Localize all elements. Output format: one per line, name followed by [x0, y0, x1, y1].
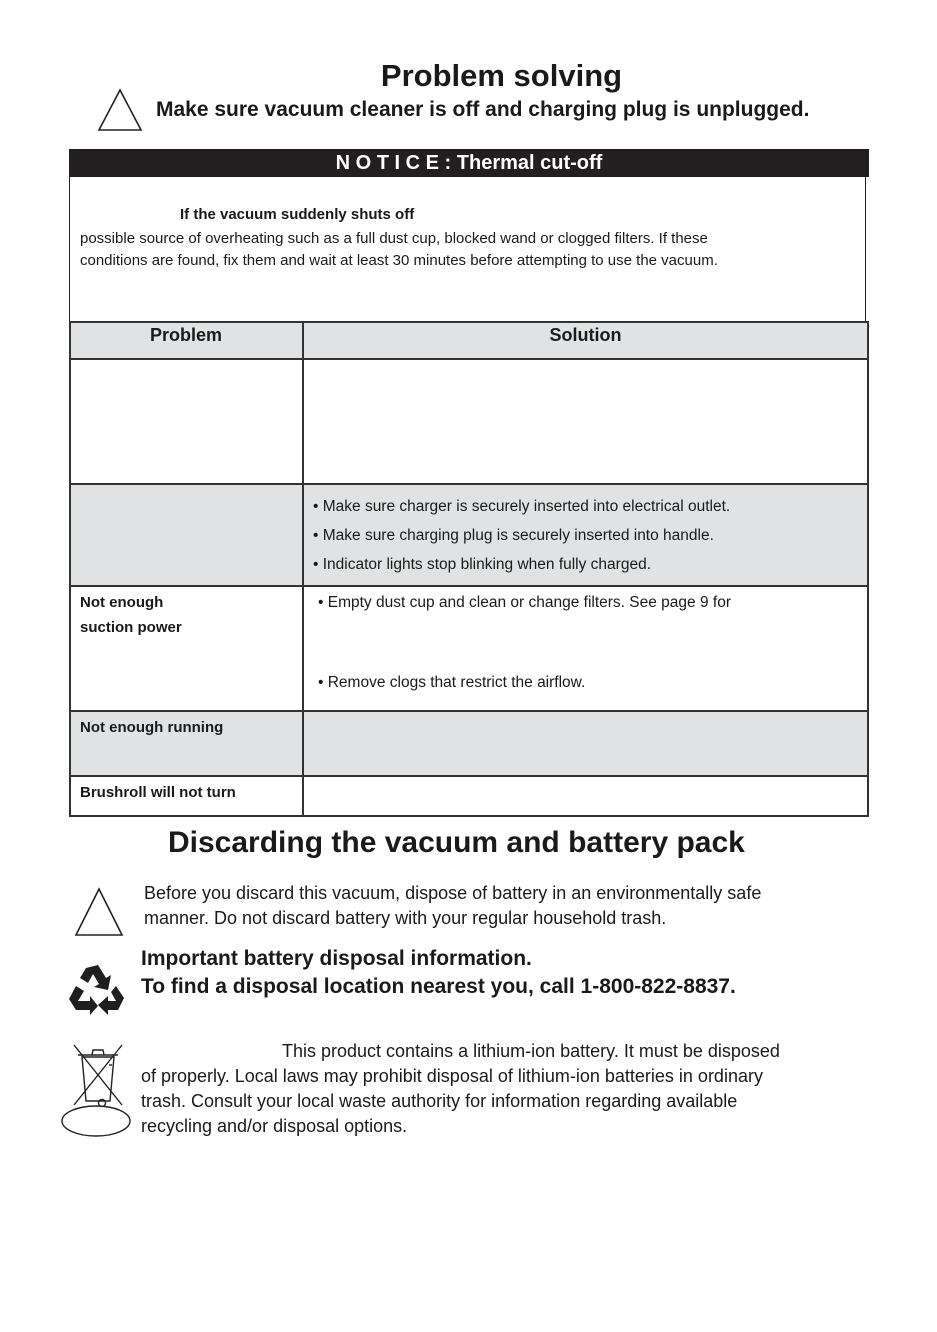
table-border: [867, 321, 869, 816]
discard-warning-line: Before you discard this vacuum, dispose of battery in an environmentally safe: [144, 883, 762, 903]
page-title: Problem solving: [380, 58, 623, 93]
table-border: [69, 321, 71, 816]
warning-triangle-icon: [74, 887, 124, 937]
lithium-line: recycling and/or disposal options.: [141, 1116, 408, 1136]
solution-item: • Empty dust cup and clean or change filters. See page 9 for: [318, 594, 731, 611]
important-disposal-info: [141, 945, 736, 1001]
problem-line: suction power: [80, 619, 182, 636]
lithium-body: [141, 1064, 763, 1139]
problem-line: Not enough: [80, 594, 164, 611]
notice-line-1: possible source of overheating such as a full dust cup, blocked wand or clogged filters. If these: [80, 230, 708, 247]
problem-label: Not enough running: [80, 719, 224, 736]
notice-line-2: conditions are found, fix them and wait at least 30 minutes before attempting to use the vacuum.: [80, 251, 718, 269]
discard-warning: [144, 881, 761, 931]
header-problem: Problem: [149, 325, 223, 345]
important-line: Important battery disposal information.: [141, 947, 532, 970]
recycle-icon: [64, 962, 130, 1024]
table-border: [69, 710, 869, 712]
notice-lead: If the vacuum suddenly shuts off: [180, 206, 415, 223]
lithium-line-1: This product contains a lithium-ion battery. It must be disposed: [282, 1041, 780, 1061]
discard-warning-line: manner. Do not discard battery with your regular household trash.: [144, 908, 667, 928]
table-border: [69, 358, 869, 360]
lithium-line: trash. Consult your local waste authority for information regarding available: [141, 1091, 738, 1111]
problem-label: Brushroll will not turn: [80, 784, 236, 801]
table-border: [69, 815, 869, 817]
crossed-out-bin-icon: [60, 1043, 136, 1139]
table-border: [69, 321, 869, 323]
notice-header: N O T I C E : Thermal cut-off: [69, 149, 869, 177]
header-solution: Solution: [549, 325, 622, 345]
solution-item: • Indicator lights stop blinking when fully charged.: [313, 556, 652, 573]
problem-label: [80, 590, 182, 640]
solution-item: • Make sure charging plug is securely inserted into handle.: [313, 527, 714, 544]
table-border: [69, 483, 869, 485]
warning-triangle-icon: [97, 88, 143, 132]
table-border: [69, 775, 869, 777]
table-border: [302, 321, 304, 816]
safety-warning: Make sure vacuum cleaner is off and charging plug is unplugged.: [156, 98, 810, 121]
lithium-line: of properly. Local laws may prohibit disposal of lithium-ion batteries in ordinary: [141, 1066, 763, 1086]
table-border: [69, 585, 869, 587]
solution-item: • Make sure charger is securely inserted into electrical outlet.: [313, 498, 731, 515]
solution-item: • Remove clogs that restrict the airflow.: [318, 674, 586, 691]
important-line: To find a disposal location nearest you, call 1-800-822-8837.: [141, 975, 736, 998]
notice-body: [80, 228, 850, 271]
discard-heading: Discarding the vacuum and battery pack: [168, 826, 745, 859]
